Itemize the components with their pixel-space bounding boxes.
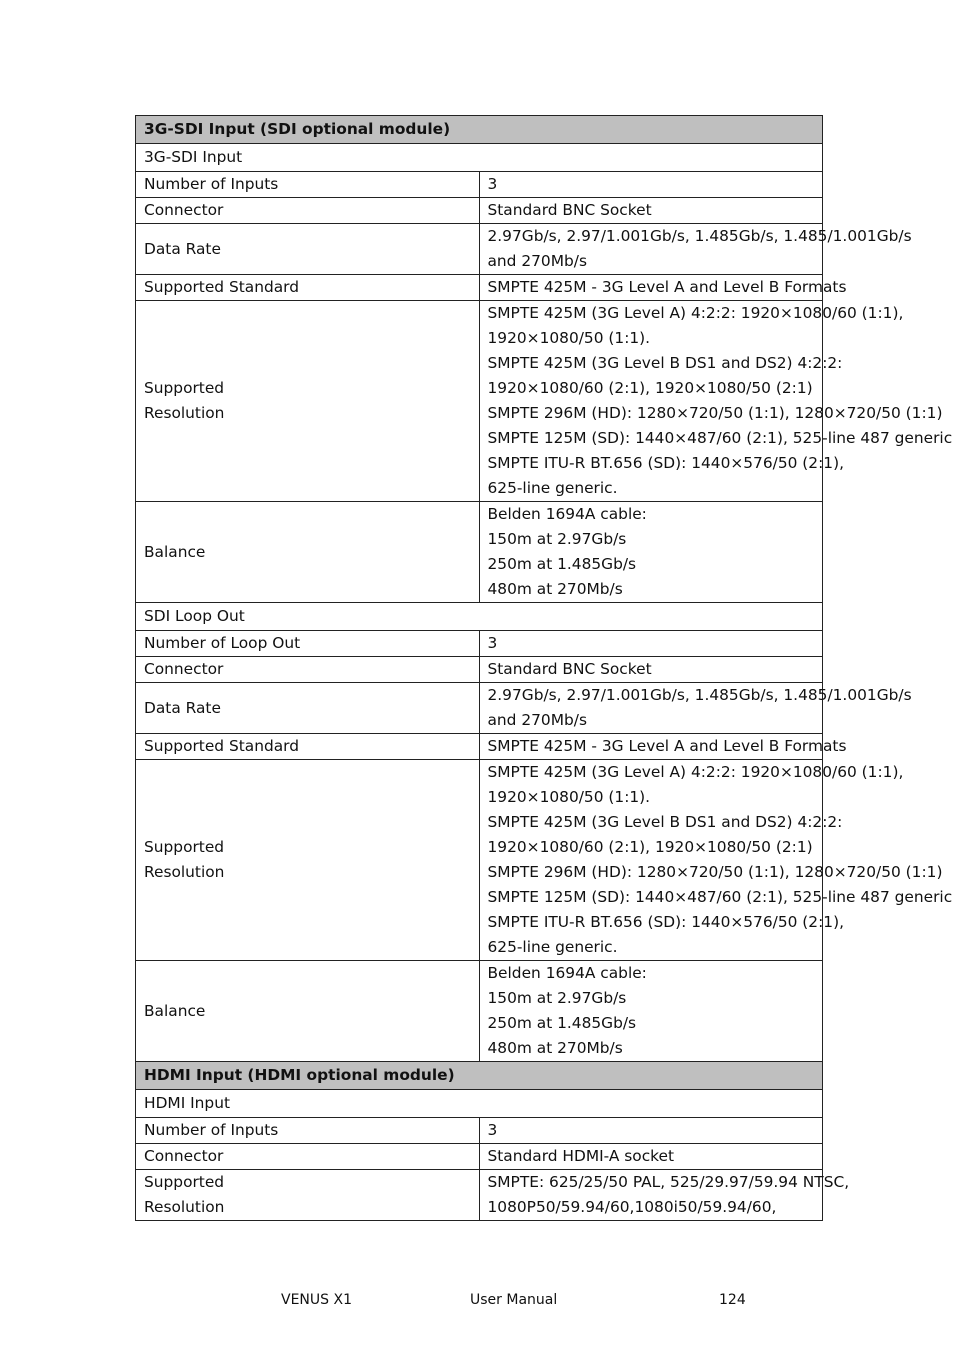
row-value-line: SMPTE 425M (3G Level B DS1 and DS2) 4:2:2: (487, 813, 843, 831)
row-value-line: SMPTE 425M (3G Level A) 4:2:2: 1920×1080/60 (1:1), (487, 304, 904, 322)
row-value-line: SMPTE 296M (HD): 1280×720/50 (1:1), 1280×720/50 (1:1) (487, 404, 943, 422)
row-label (136, 301, 480, 502)
row-label (136, 961, 480, 1062)
row-value (479, 961, 823, 1062)
row-label (136, 1144, 480, 1170)
row-label (136, 1118, 480, 1144)
spec-table-body (136, 116, 953, 1221)
row-value-line: 250m at 1.485Gb/s (487, 1014, 637, 1032)
row-value-line: 3 (487, 634, 498, 652)
row-label-text: Supported Resolution (144, 838, 225, 881)
group-heading-row (136, 1090, 823, 1118)
row-label (136, 224, 480, 275)
section-title: 3G-SDI Input (SDI optional module) (136, 116, 823, 144)
row-label (136, 502, 480, 603)
row-value-line: SMPTE 125M (SD): 1440×487/60 (2:1), 525-line 487 generic (487, 429, 953, 447)
table-row (136, 275, 823, 301)
row-value-line: SMPTE 425M - 3G Level A and Level B Formats (487, 737, 847, 755)
row-value-line: 3 (487, 1121, 498, 1139)
row-value-line: 2.97Gb/s, 2.97/1.001Gb/s, 1.485Gb/s, 1.485/1.001Gb/s (487, 227, 912, 245)
group-heading: HDMI Input (136, 1090, 823, 1118)
row-value-line: 1920×1080/60 (2:1), 1920×1080/50 (2:1) (487, 838, 813, 856)
row-label-text: Data Rate (144, 239, 221, 258)
table-row (136, 301, 823, 502)
row-value-line: SMPTE 296M (HD): 1280×720/50 (1:1), 1280×720/50 (1:1) (487, 863, 943, 881)
row-label-text: Number of Inputs (144, 1121, 279, 1139)
row-label (136, 1170, 480, 1221)
row-value-line: 2.97Gb/s, 2.97/1.001Gb/s, 1.485Gb/s, 1.485/1.001Gb/s (487, 686, 912, 704)
row-label-text: Number of Inputs (144, 175, 279, 193)
footer-product: VENUS X1 (281, 1292, 352, 1308)
table-row (136, 683, 823, 734)
row-value-line: SMPTE 425M (3G Level A) 4:2:2: 1920×1080/60 (1:1), (487, 763, 904, 781)
spec-table (135, 115, 953, 1221)
row-value-line: Belden 1694A cable: (487, 505, 647, 523)
row-value-line: SMPTE ITU-R BT.656 (SD): 1440×576/50 (2:1), (487, 913, 844, 931)
row-label (136, 760, 480, 961)
table-row (136, 1170, 823, 1221)
row-value-line: 625-line generic. (487, 938, 618, 956)
row-value-line: SMPTE ITU-R BT.656 (SD): 1440×576/50 (2:1), (487, 454, 844, 472)
table-row (136, 1144, 823, 1170)
group-heading-row (136, 144, 823, 172)
row-value-line: 250m at 1.485Gb/s (487, 555, 637, 573)
row-value (479, 275, 847, 301)
row-value-line: 1920×1080/50 (1:1). (487, 788, 651, 806)
row-label-text: Supported Standard (144, 737, 299, 755)
table-row (136, 631, 823, 657)
row-value-line: 480m at 270Mb/s (487, 1039, 623, 1057)
row-label-text: Balance (144, 1001, 206, 1020)
group-heading-row (136, 603, 823, 631)
row-label (136, 198, 480, 224)
table-row (136, 172, 823, 198)
row-label-text: Connector (144, 201, 224, 219)
row-label (136, 275, 480, 301)
row-value-line: Standard BNC Socket (487, 201, 652, 219)
table-row (136, 734, 823, 760)
table-row (136, 760, 823, 961)
group-heading: 3G-SDI Input (136, 144, 823, 172)
row-value (479, 631, 823, 657)
row-label (136, 683, 480, 734)
row-label-text: Connector (144, 660, 224, 678)
footer-doc-title: User Manual (470, 1292, 558, 1308)
row-value-line: SMPTE: 625/25/50 PAL, 525/29.97/59.94 NTSC, (487, 1173, 850, 1191)
row-label (136, 631, 480, 657)
row-value-line: and 270Mb/s (487, 711, 587, 729)
row-value (479, 224, 912, 275)
table-row (136, 657, 823, 683)
row-value (479, 172, 823, 198)
footer-page-number: 124 (719, 1292, 746, 1308)
section-header-row (136, 116, 823, 144)
row-value-line: and 270Mb/s (487, 252, 587, 270)
row-value-line: 3 (487, 175, 498, 193)
row-value-line: 1920×1080/60 (2:1), 1920×1080/50 (2:1) (487, 379, 813, 397)
row-value (479, 683, 912, 734)
row-value (479, 1170, 850, 1221)
row-label-text: Data Rate (144, 698, 221, 717)
row-label-text: Balance (144, 542, 206, 561)
row-value-line: Standard HDMI-A socket (487, 1147, 675, 1165)
row-value-line: 625-line generic. (487, 479, 618, 497)
section-header-row (136, 1062, 823, 1090)
row-label-text: Connector (144, 1147, 224, 1165)
section-title: HDMI Input (HDMI optional module) (136, 1062, 823, 1090)
row-label-text: Supported Resolution (144, 379, 225, 422)
row-value (479, 1144, 823, 1170)
table-row (136, 198, 823, 224)
row-value (479, 760, 953, 961)
table-row (136, 1118, 823, 1144)
table-row (136, 961, 823, 1062)
row-label-text: Supported Resolution (144, 1173, 225, 1216)
row-value-line: SMPTE 125M (SD): 1440×487/60 (2:1), 525-line 487 generic (487, 888, 953, 906)
row-label (136, 657, 480, 683)
row-value (479, 1118, 823, 1144)
row-label (136, 734, 480, 760)
row-value (479, 657, 823, 683)
table-row (136, 224, 823, 275)
row-value (479, 301, 953, 502)
row-value (479, 198, 823, 224)
row-value-line: 150m at 2.97Gb/s (487, 530, 627, 548)
row-value-line: 1920×1080/50 (1:1). (487, 329, 651, 347)
row-value-line: SMPTE 425M - 3G Level A and Level B Formats (487, 278, 847, 296)
row-value (479, 502, 823, 603)
row-value (479, 734, 847, 760)
row-value-line: SMPTE 425M (3G Level B DS1 and DS2) 4:2:2: (487, 354, 843, 372)
table-row (136, 502, 823, 603)
row-value-line: Belden 1694A cable: (487, 964, 647, 982)
row-label-text: Supported Standard (144, 278, 299, 296)
row-value-line: 480m at 270Mb/s (487, 580, 623, 598)
row-label-text: Number of Loop Out (144, 634, 301, 652)
row-value-line: Standard BNC Socket (487, 660, 652, 678)
row-label (136, 172, 480, 198)
group-heading: SDI Loop Out (136, 603, 823, 631)
row-value-line: 150m at 2.97Gb/s (487, 989, 627, 1007)
row-value-line: 1080P50/59.94/60,1080i50/59.94/60, (487, 1198, 777, 1216)
